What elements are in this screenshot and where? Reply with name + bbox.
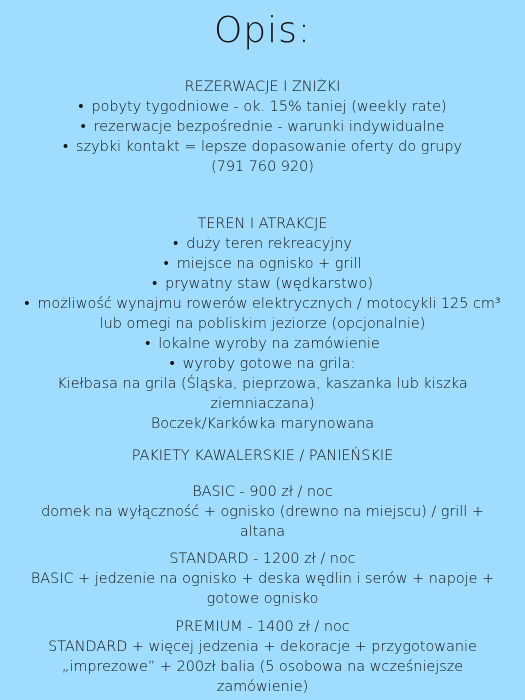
package-title: STANDARD - 1200 zł / noc	[169, 551, 356, 567]
list-item: • lokalne wyroby na zamówienie	[6, 334, 519, 354]
grill-products-line: Boczek/Karkówka marynowana	[150, 416, 375, 432]
grill-products-line: Kiełbasa na grila (Śląska, pieprzowa, kaszanka lub kiszka	[57, 376, 468, 392]
list-item: • rezerwacje bezpośrednie - warunki indywidualne	[6, 117, 519, 137]
section-heading: PAKIETY KAWALERSKIE / PANIEŃSKIE	[131, 448, 394, 464]
phone-number: (791 760 920)	[211, 159, 314, 175]
list-item: • szybki kontakt = lepsze dopasowanie oferty do grupy	[6, 137, 519, 157]
package-title: BASIC - 900 zł / noc	[192, 484, 333, 500]
section-packages	[6, 446, 519, 466]
section-reservations	[6, 77, 519, 177]
list-item: • możliwość wynajmu rowerów elektrycznych / motocykli 125 cm³ lub omegi na pobliskim jeziorze (opcjonalnie)	[6, 294, 519, 334]
package-basic	[6, 482, 519, 542]
list-item: • prywatny staw (wędkarstwo)	[6, 274, 519, 294]
package-description: STANDARD + więcej jedzenia + dekoracje + przygotowanie „imprezowe” + 200zł balia (5 osobowa na wcześniejsze zamówienie)	[48, 639, 477, 695]
section-heading: TEREN I ATRAKCJE	[197, 216, 328, 232]
package-description: BASIC + jedzenie na ognisko + deska wędlin i serów + napoje + gotowe ognisko	[30, 571, 495, 607]
package-premium	[6, 617, 519, 697]
package-title: PREMIUM - 1400 zł / noc	[175, 619, 350, 635]
list-item: • duży teren rekreacyjny	[6, 234, 519, 254]
package-standard	[6, 549, 519, 609]
grill-products-line: ziemniaczana)	[210, 396, 315, 412]
list-item: • pobyty tygodniowe - ok. 15% taniej (weekly rate)	[6, 97, 519, 117]
section-heading: REZERWACJE I ZNIŻKI	[184, 79, 341, 95]
package-description: domek na wyłączność + ognisko (drewno na miejscu) / grill + altana	[41, 504, 484, 540]
list-item: • wyroby gotowe na grila:	[6, 354, 519, 374]
section-grounds	[6, 214, 519, 434]
page-title: Opis:	[213, 10, 312, 51]
list-item: • miejsce na ognisko + grill	[6, 254, 519, 274]
